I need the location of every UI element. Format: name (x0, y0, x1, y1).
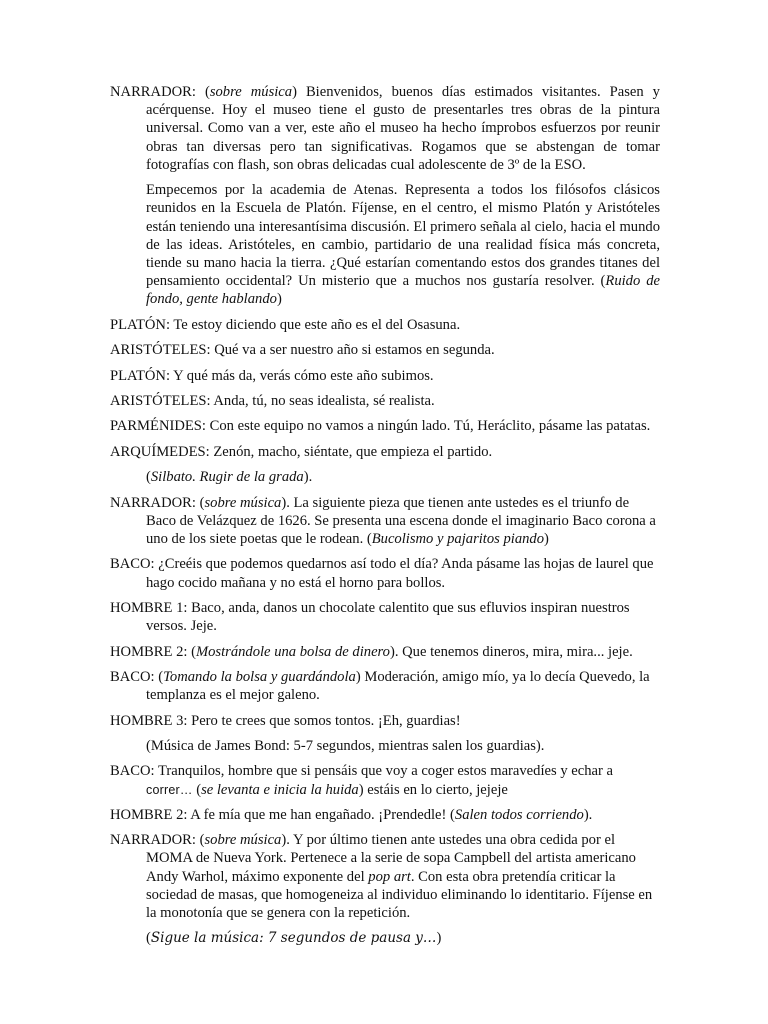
line-text: ( (146, 930, 151, 947)
line-text: ). (303, 469, 313, 486)
line-text: (Música de James Bond: 5-7 segundos, mientras salen los guardias). (146, 737, 545, 754)
dialogue-line-parmenides (110, 417, 660, 435)
line-text: Tranquilos, hombre que si pensáis que voy a coger estos maravedíes y echar a (154, 763, 613, 780)
speaker-name: HOMBRE 1: (110, 599, 188, 616)
line-text: Qué va a ser nuestro año si estamos en segunda. (210, 342, 495, 359)
line-text: Con este equipo no vamos a ningún lado. Tú, Heráclito, pásame las patatas. (205, 418, 651, 435)
stage-direction-text: Tomando la bolsa y guardándola (163, 668, 356, 685)
line-text: ( (195, 84, 210, 100)
speaker-name: ARISTÓTELES: (110, 392, 211, 409)
dialogue-line-hombre-2 (110, 806, 660, 824)
line-text: . Con esta obra pretendía criticar la sociedad de masas, que homogeneiza al individuo eliminando lo identitario. Fíjense en la monotonía que se genera con la repetición. (146, 868, 653, 922)
dialogue-line-narrador (110, 494, 660, 549)
line-text: ¿Creéis que podemos quedarnos así todo el día? Anda pásame las hojas de laurel que hago cocido mañana y no está el horno para bollos. (146, 556, 654, 591)
dialogue-line-baco (110, 668, 660, 704)
stage-direction-paragraph (110, 181, 660, 308)
line-text: ) Moderación, amigo mío, ya lo decía Quevedo, la templanza es el mejor galeno. (146, 668, 650, 704)
line-text: Anda, tú, no seas idealista, sé realista. (210, 392, 435, 409)
speaker-name: ARQUÍMEDES: (110, 443, 210, 460)
line-text: ( (195, 494, 205, 511)
stage-direction-text: Mostrándole una bolsa de dinero (195, 643, 390, 660)
dialogue-line-narrador (110, 83, 660, 174)
speaker-name: BACO: (110, 556, 155, 573)
line-text: ). La siguiente pieza que tienen ante ustedes es el triunfo de Baco de Velázquez de 1626. Se presenta una escena donde el imaginario Baco corona a uno de los siete poetas que le rodean. ( (146, 494, 656, 547)
speaker-name: NARRADOR: (110, 84, 196, 100)
line-text: ( (154, 668, 164, 685)
line-text: ( (187, 643, 196, 660)
line-text: Empecemos por la academia de Atenas. Representa a todos los filósofos clásicos reunidos en la Escuela de Platón. Fíjense, en el centro, el mismo Platón y Aristóteles están teniendo una interesantísima discusión. El primero señala al cielo, hacia el mundo de las ideas. Aristóteles, en cambio, partidario de una realidad física más concreta, tiende su mano hacia la tierra. ¿Qué estarían comentando estos dos grandes titanes del pensamiento occidental? Un misterio que a muchos nos gustaría resolver. ( (146, 182, 660, 290)
dialogue-line-aristoteles (110, 341, 660, 359)
stage-direction-text: Sigue la música: 7 segundos de pausa y… (150, 930, 437, 947)
line-text: ). Que tenemos dineros, mira, mira... jeje. (389, 643, 633, 660)
stage-direction-paragraph (110, 737, 660, 755)
line-text: ( (146, 469, 151, 486)
stage-direction-text: sobre música (204, 494, 282, 511)
speaker-name: PARMÉNIDES: (110, 418, 206, 435)
speaker-name: BACO: (110, 668, 155, 685)
line-text: ( (195, 832, 205, 849)
line-text: ) Bienvenidos, buenos días estimados visitantes. Pasen y acérquense. Hoy el museo tiene el gusto de presentarles tres obras de la pintura universal. Como van a ver, este año el museo ha hecho ímprobos esfuerzos por reunir obras tan diversas pero tan significativas. Rogamos que se abstengan de tomar fotografías con flash, son obras delicadas cual adolescente de 3º de la ESO. (146, 84, 660, 173)
dialogue-line-narrador (110, 831, 660, 922)
dialogue-line-hombre-2 (110, 643, 660, 661)
dialogue-line-platon (110, 316, 660, 334)
stage-direction-text: Silbato. Rugir de la grada (150, 469, 304, 486)
script-document (110, 83, 660, 955)
line-text: ). Y por último tienen ante ustedes una obra cedida por el MOMA de Nueva York. Pertenece a la serie de sopa Campbell del artista americano Andy Warhol, máximo exponente del (146, 832, 636, 885)
line-text: ) estáis en lo cierto, jejeje (358, 781, 508, 798)
dialogue-line-baco (110, 762, 660, 798)
line-text: ) (436, 930, 442, 947)
dialogue-line-baco (110, 555, 660, 591)
speaker-name: HOMBRE 2: (110, 806, 188, 823)
line-text: Y qué más da, verás cómo este año subimos. (170, 367, 434, 384)
stage-direction-text: Ruido de fondo, gente hablando (146, 273, 660, 308)
speaker-name: PLATÓN: (110, 316, 170, 333)
line-text: ) (544, 530, 549, 547)
stage-direction-text: sobre música (204, 832, 282, 849)
stage-direction-text: pop art (368, 868, 411, 885)
stage-direction-paragraph (110, 468, 660, 486)
speaker-name: PLATÓN: (110, 367, 170, 384)
stage-direction-paragraph (110, 929, 660, 947)
speaker-name: HOMBRE 2: (110, 643, 188, 660)
dialogue-line-aristoteles (110, 392, 660, 410)
speaker-name: BACO: (110, 763, 155, 780)
speaker-name: ARISTÓTELES: (110, 342, 211, 359)
line-text: ). (583, 806, 593, 823)
stage-direction-text: Salen todos corriendo (454, 806, 584, 823)
speaker-name: NARRADOR: (110, 494, 196, 511)
speaker-name: NARRADOR: (110, 832, 196, 849)
line-text: ) (276, 291, 282, 308)
stage-direction-text: sobre música (209, 84, 293, 100)
line-text: Pero te crees que somos tontos. ¡Eh, guardias! (187, 712, 461, 729)
dialogue-line-arquimedes (110, 443, 660, 461)
line-text: Baco, anda, danos un chocolate calentito que sus efluvios inspiran nuestros versos. Jeje. (146, 599, 630, 635)
dialogue-line-hombre-1 (110, 599, 660, 635)
dialogue-line-hombre-3 (110, 712, 660, 730)
line-text: A fe mía que me han engañado. ¡Prendedle! ( (187, 806, 455, 823)
stage-direction-text: se levanta e inicia la huida (201, 781, 359, 798)
line-text: Zenón, macho, siéntate, que empieza el partido. (209, 443, 493, 460)
inline-text: correr… (146, 782, 193, 797)
speaker-name: HOMBRE 3: (110, 712, 188, 729)
dialogue-line-platon (110, 367, 660, 385)
line-text: Te estoy diciendo que este año es el del Osasuna. (170, 316, 461, 333)
stage-direction-text: Bucolismo y pajaritos piando (371, 530, 545, 547)
line-text: ( (192, 781, 202, 798)
